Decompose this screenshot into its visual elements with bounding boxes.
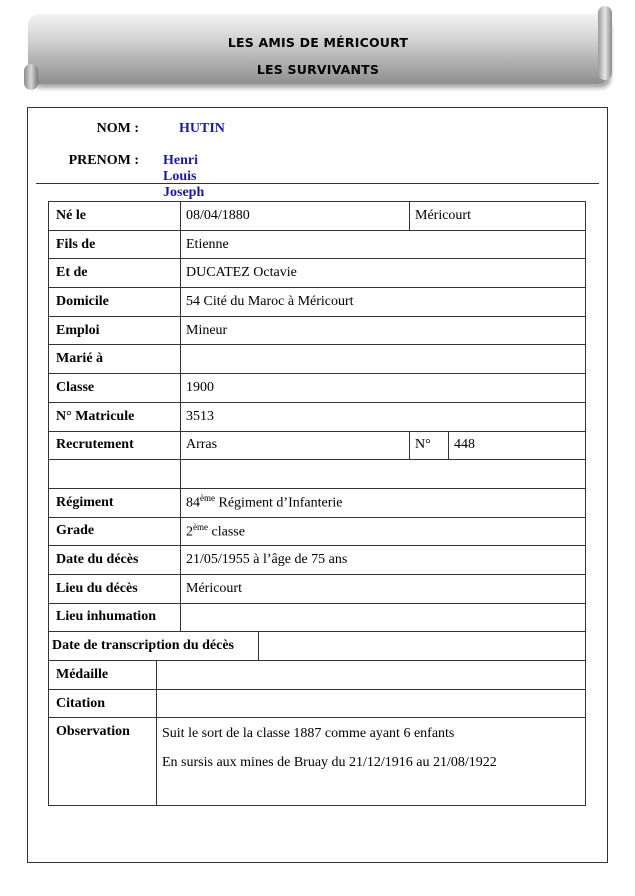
citation-label: Citation: [49, 689, 157, 718]
table-row: [49, 689, 586, 718]
lieu-deces-label: Lieu du décès: [49, 574, 181, 603]
recrutement-label: Recrutement: [49, 431, 181, 460]
lieu-inhumation-label: Lieu inhumation: [49, 603, 181, 632]
classe-value: 1900: [181, 374, 586, 403]
lieu-inhumation-value: [181, 603, 586, 632]
observation-value: [157, 718, 586, 806]
ne-le-lieu: Méricourt: [410, 202, 586, 231]
prenom-label: PRENOM :: [68, 153, 139, 168]
nom-label: NOM :: [96, 121, 139, 136]
table-row: [49, 488, 586, 517]
prenom-value: Henri Louis Joseph: [163, 153, 205, 200]
ne-le-label: Né le: [49, 202, 181, 231]
regiment-value: 84ème Régiment d’Infanterie: [181, 488, 586, 517]
table-row: [49, 288, 586, 317]
nom-value: HUTIN: [179, 121, 225, 136]
recrutement-no-label: N°: [410, 431, 449, 460]
observation-line: Suit le sort de la classe 1887 comme ayant 6 enfants: [162, 726, 455, 742]
citation-value: [157, 689, 586, 718]
matricule-label: N° Matricule: [49, 402, 181, 431]
emploi-label: Emploi: [49, 316, 181, 345]
table-row-empty: [49, 460, 586, 489]
table-row: [49, 718, 586, 806]
table-row: [49, 316, 586, 345]
grade-value: 2ème classe: [181, 517, 586, 546]
date-deces-value: 21/05/1955 à l’âge de 75 ans: [181, 546, 586, 575]
domicile-label: Domicile: [49, 288, 181, 317]
et-de-label: Et de: [49, 259, 181, 288]
ne-le-date: 08/04/1880: [181, 202, 410, 231]
table-row: [49, 632, 586, 661]
table-row: [49, 661, 586, 690]
et-de-value: DUCATEZ Octavie: [181, 259, 586, 288]
emploi-value: Mineur: [181, 316, 586, 345]
table-row: [49, 431, 586, 460]
header-divider: [36, 183, 599, 184]
observation-label: Observation: [49, 718, 157, 806]
marie-value: [181, 345, 586, 374]
medaille-label: Médaille: [49, 661, 157, 690]
observation-line: En sursis aux mines de Bruay du 21/12/1916 au 21/08/1922: [162, 755, 497, 771]
regiment-label: Régiment: [49, 488, 181, 517]
date-deces-label: Date du décès: [49, 546, 181, 575]
record-table: [48, 201, 586, 806]
transcription-label: Date de transcription du décès: [49, 632, 259, 661]
banner-title: LES AMIS DE MÉRICOURT: [227, 35, 409, 50]
table-row: [49, 603, 586, 632]
domicile-value: 54 Cité du Maroc à Méricourt: [181, 288, 586, 317]
table-row: [49, 345, 586, 374]
lieu-deces-value: Méricourt: [181, 574, 586, 603]
table-row: [49, 402, 586, 431]
table-row: [49, 517, 586, 546]
medaille-value: [157, 661, 586, 690]
recrutement-value: Arras: [181, 431, 410, 460]
fils-de-label: Fils de: [49, 230, 181, 259]
title-banner: [28, 14, 608, 84]
table-row: [49, 259, 586, 288]
transcription-value: [259, 632, 586, 661]
table-row: [49, 546, 586, 575]
marie-label: Marié à: [49, 345, 181, 374]
table-row: [49, 574, 586, 603]
matricule-value: 3513: [181, 402, 586, 431]
table-row: [49, 230, 586, 259]
banner-subtitle: LES SURVIVANTS: [256, 62, 380, 77]
grade-label: Grade: [49, 517, 181, 546]
recrutement-no-value: 448: [449, 431, 586, 460]
table-row: [49, 374, 586, 403]
fils-de-value: Etienne: [181, 230, 586, 259]
table-row: [49, 202, 586, 231]
classe-label: Classe: [49, 374, 181, 403]
